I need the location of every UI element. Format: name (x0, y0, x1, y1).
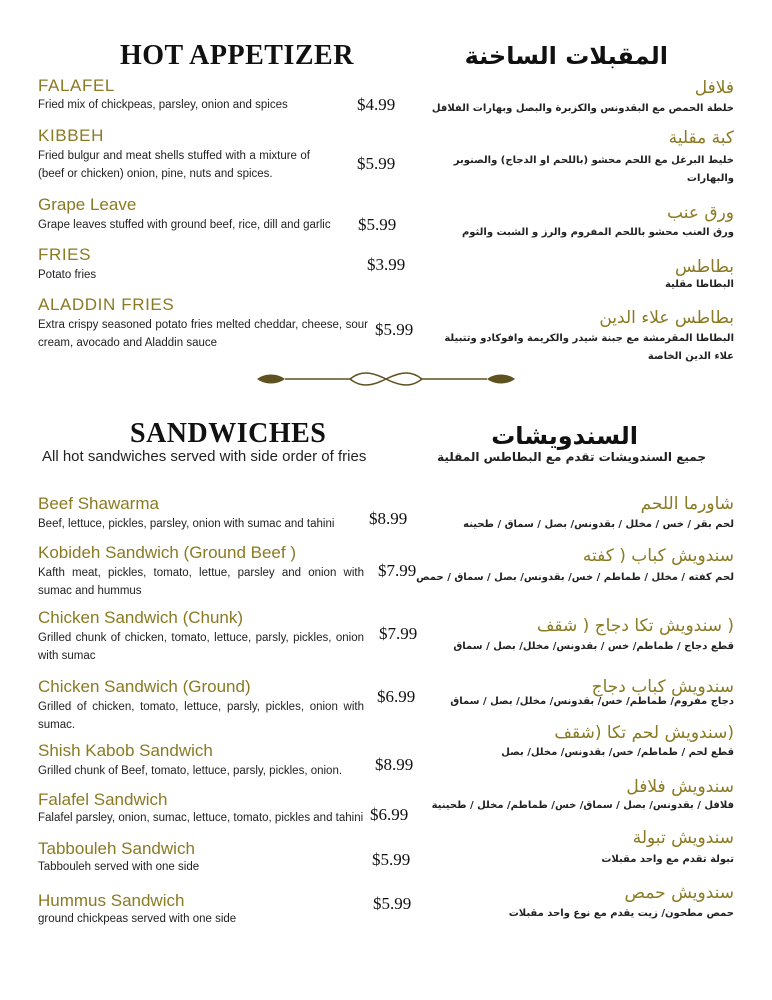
item-name-ar: سندويش تبولة (632, 828, 734, 848)
item-name-en: Chicken Sandwich (Chunk) (38, 608, 244, 627)
item-desc-en: Tabbouleh served with one side (38, 861, 200, 873)
sandwiches-subtitle-en: All hot sandwiches served with side order of fries (42, 448, 367, 465)
item-desc-ar: قطع دجاج / طماطم/ خس / بقدونس/ مخلل/ بصل / سماق (453, 641, 734, 652)
item-price: $5.99 (372, 850, 411, 869)
item-desc-en: Grape leaves stuffed with ground beef, rice, dill and garlic (38, 219, 331, 231)
item-price: $7.99 (378, 561, 417, 580)
item-desc-ar: البطاطا مقلية (664, 279, 734, 290)
item-price: $8.99 (369, 509, 408, 528)
item-price: $5.99 (375, 320, 414, 339)
item-desc-en: ground chickpeas served with one side (38, 913, 237, 925)
item-name-en: Falafel Sandwich (38, 790, 168, 809)
item-desc-ar: البطاطا المقرمشة مع جبنة شيدر والكريمة وافوكادو وتتبيلة علاء الدين الخاصة (444, 333, 734, 362)
item-desc-en: Fried mix of chickpeas, parsley, onion and spices (38, 99, 288, 111)
item-name-en: Chicken Sandwich (Ground) (38, 677, 251, 696)
item-desc-ar: فلافل / بقدونس/ بصل / سماق/ خس/ طماطم/ مخلل / طحينية (431, 800, 734, 811)
item-desc-ar: خليط البرغل مع اللحم محشو (باللحم او الدجاج) والصنوبر والبهارات (453, 155, 734, 184)
item-name-en: Kobideh Sandwich (Ground Beef ) (38, 543, 296, 562)
item-price: $4.99 (357, 95, 396, 114)
item-name-en: Tabbouleh Sandwich (38, 839, 195, 858)
item-price: $6.99 (377, 687, 416, 706)
item-desc-ar: تبولة تقدم مع واحد مقبلات (601, 854, 734, 865)
item-name-ar: سندويش كباب دجاج (591, 677, 734, 697)
item-desc-en: Grilled chunk of Beef, tomato, lettuce, parsly, pickles, onion. (38, 765, 343, 777)
item-price: $7.99 (379, 624, 418, 643)
item-name-en: FALAFEL (38, 76, 115, 95)
item-price: $5.99 (358, 215, 397, 234)
sandwiches-subtitle-ar: جميع السندويشات تقدم مع البطاطس المقلية (437, 450, 706, 464)
item-name-en: FRIES (38, 245, 92, 264)
item-desc-ar: دجاج مفروم/ طماطم/ خس/ بقدونس/ مخلل/ بصل / سماق (450, 696, 734, 707)
item-desc-en: Potato fries (38, 269, 97, 281)
item-name-ar: ورق عنب (667, 203, 734, 223)
item-name-ar: شاورما اللحم (640, 494, 734, 514)
sandwiches-title-ar: السندويشات (491, 422, 638, 450)
item-name-ar: بطاطس علاء الدين (599, 308, 734, 328)
item-price: $8.99 (375, 755, 414, 774)
item-name-en: Beef Shawarma (38, 494, 159, 513)
item-desc-ar: حمص مطحون/ زيت يقدم مع نوع واحد مقبلات (508, 908, 734, 919)
item-price: $5.99 (357, 154, 396, 173)
item-desc-ar: ورق العنب محشو باللحم المفروم والرز و الشبت والثوم (461, 227, 734, 238)
item-name-ar: فلافل (694, 78, 734, 98)
item-desc-ar: قطع لحم / طماطم/ خس/ بقدونس/ مخلل/ بصل (501, 747, 734, 758)
item-desc-en: Grilled of chicken, tomato, lettuce, parsly, pickles, onion with sumac. (38, 701, 364, 731)
item-name-ar: سندويش حمص (624, 883, 734, 903)
item-name-en: Grape Leave (38, 195, 137, 214)
item-name-en: KIBBEH (38, 126, 104, 145)
item-desc-en: Falafel parsley, onion, sumac, lettuce, tomato, pickles and tahini (38, 812, 364, 824)
ornamental-divider-icon (255, 368, 517, 390)
item-name-en: Hummus Sandwich (38, 891, 185, 910)
item-desc-ar: خلطة الحمص مع البقدونس والكزبرة والبصل وبهارات الفلافل (431, 103, 734, 114)
item-desc-en: Grilled chunk of chicken, tomato, lettuce, parsly, pickles, onion with sumac (38, 632, 364, 662)
item-desc-ar: لحم كفته / مخلل / طماطم / خس/ بقدونس/ بصل / سماق / حمص (416, 572, 734, 583)
item-price: $6.99 (370, 805, 409, 824)
item-desc-ar: لحم بقر / خس / مخلل / بقدونس/ بصل / سماق / طحينه (463, 519, 734, 530)
item-price: $3.99 (367, 255, 406, 274)
sandwiches-title-en: SANDWICHES (130, 418, 327, 449)
item-name-ar: كبة مقلية (668, 128, 734, 148)
item-name-ar: بطاطس (674, 257, 734, 277)
item-desc-en: Kafth meat, pickles, tomato, lettue, parsley and onion with sumac and hummus (38, 567, 364, 597)
item-name-ar: (سندويش لحم تكا (شقف (554, 723, 734, 743)
item-desc-en: Extra crispy seasoned potato fries melted cheddar, cheese, sour cream, avocado and Aladdin sauce (38, 319, 368, 349)
appetizer-title-en: HOT APPETIZER (120, 40, 354, 71)
item-name-en: ALADDIN FRIES (38, 295, 175, 314)
item-name-ar: سندويش كباب ( كفته (582, 546, 734, 566)
item-name-en: Shish Kabob Sandwich (38, 741, 213, 760)
item-name-ar: ( سندويش تكا دجاج ( شقف (536, 616, 734, 636)
item-desc-en: Fried bulgur and meat shells stuffed with a mixture of (beef or chicken) onion, pine, nuts and spices. (38, 150, 310, 180)
item-price: $5.99 (373, 894, 412, 913)
item-name-ar: سندويش فلافل (626, 777, 734, 797)
item-desc-en: Beef, lettuce, pickles, parsley, onion with sumac and tahini (38, 518, 335, 530)
appetizer-title-ar: المقبلات الساخنة (464, 42, 668, 70)
